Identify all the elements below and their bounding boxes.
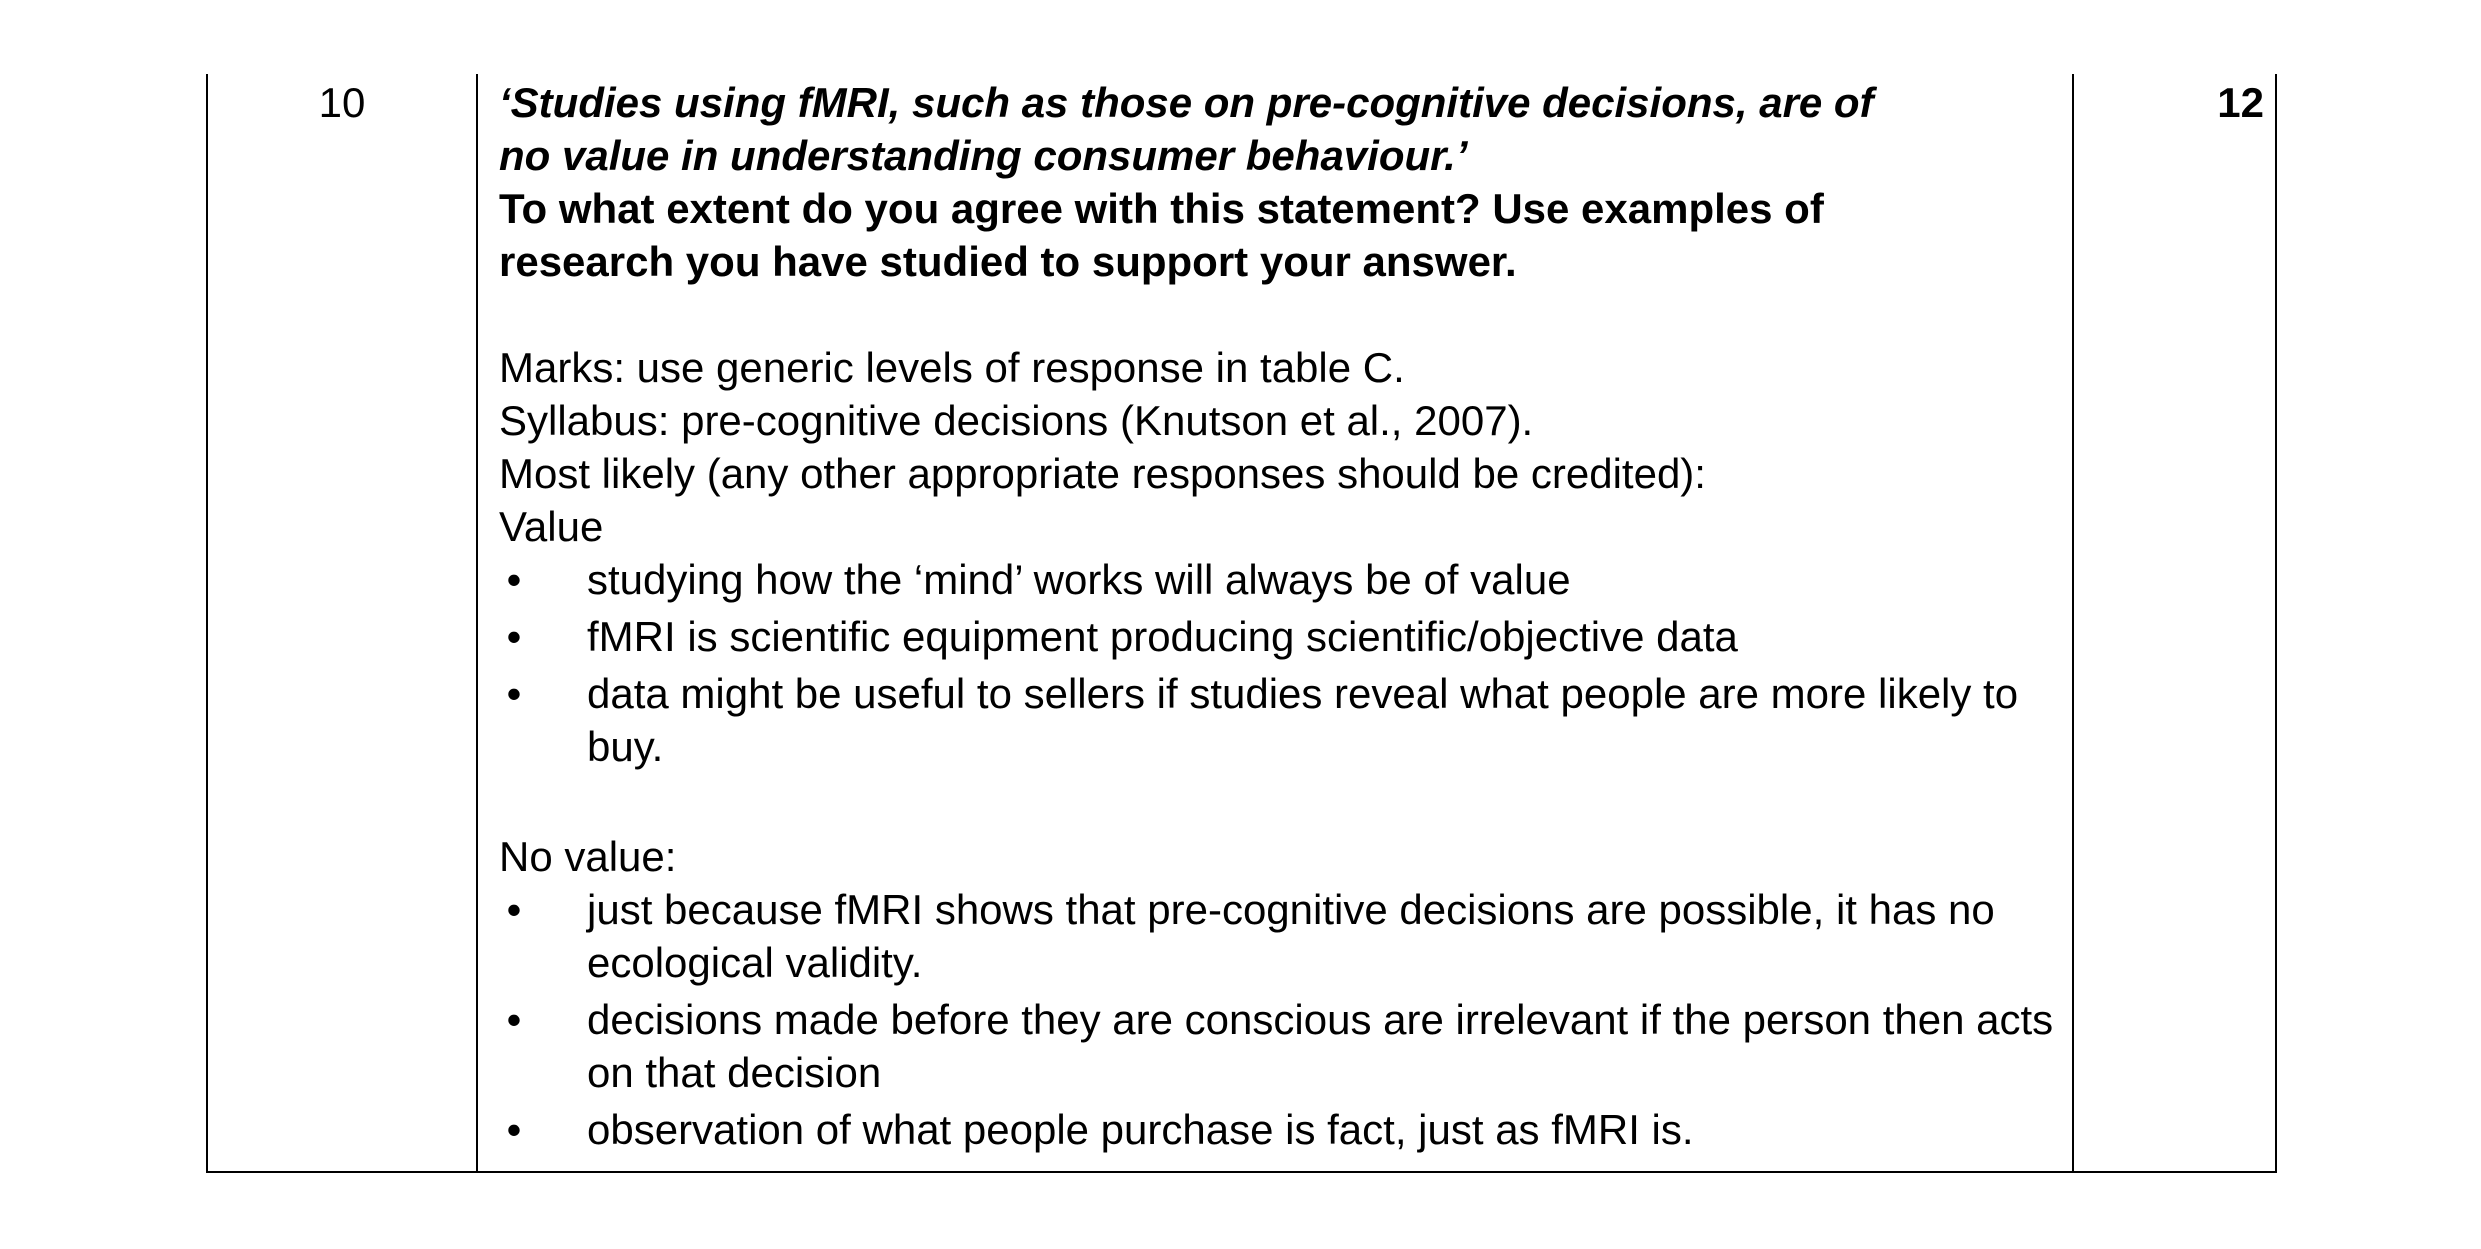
most-likely-note: Most likely (any other appropriate responses should be credited): <box>499 450 1706 497</box>
list-item <box>499 1103 2059 1156</box>
bullet-icon: • <box>506 886 522 933</box>
list-item <box>499 610 2059 663</box>
list-item-text: decisions made before they are conscious are irrelevant if the person then acts on that decision <box>587 996 2054 1096</box>
syllabus-reference: Syllabus: pre-cognitive decisions (Knutson et al., 2007). <box>499 397 1534 444</box>
question-number: 10 <box>318 79 366 126</box>
question-quote-line-1: ‘Studies using fMRI, such as those on pre-cognitive decisions, are of <box>499 79 1874 126</box>
answer-guidance-cell <box>499 76 2059 1160</box>
question-quote-line-2: no value in understanding consumer behaviour.’ <box>499 132 1468 179</box>
list-item-text: fMRI is scientific equipment producing scientific/objective data <box>587 613 1738 660</box>
mark-scheme-table <box>206 74 2277 1173</box>
list-item-text: observation of what people purchase is fact, just as fMRI is. <box>587 1106 1694 1153</box>
bullet-icon: • <box>506 556 522 603</box>
list-item <box>499 667 2059 773</box>
bullet-icon: • <box>506 613 522 660</box>
marks-total: 12 <box>2217 79 2264 126</box>
spacer <box>499 288 2059 341</box>
no-value-list <box>499 883 2059 1156</box>
column-divider-left <box>476 74 478 1171</box>
list-item <box>499 883 2059 989</box>
question-prompt-line-2: research you have studied to support your answer. <box>499 238 1517 285</box>
list-item-text: data might be useful to sellers if studies reveal what people are more likely to buy. <box>587 670 2019 770</box>
bullet-icon: • <box>506 1106 522 1153</box>
value-list <box>499 553 2059 773</box>
value-heading: Value <box>499 503 604 550</box>
list-item-text: studying how the ‘mind’ works will always be of value <box>587 556 1571 603</box>
no-value-heading: No value: <box>499 833 677 880</box>
bullet-icon: • <box>506 996 522 1043</box>
column-divider-right <box>2072 74 2074 1171</box>
question-prompt-line-1: To what extent do you agree with this statement? Use examples of <box>499 185 1824 232</box>
list-item-text: just because fMRI shows that pre-cognitive decisions are possible, it has no ecological validity. <box>587 886 1995 986</box>
list-item <box>499 993 2059 1099</box>
list-item <box>499 553 2059 606</box>
spacer <box>499 777 2059 830</box>
bullet-icon: • <box>506 670 522 717</box>
marks-instruction: Marks: use generic levels of response in table C. <box>499 344 1405 391</box>
